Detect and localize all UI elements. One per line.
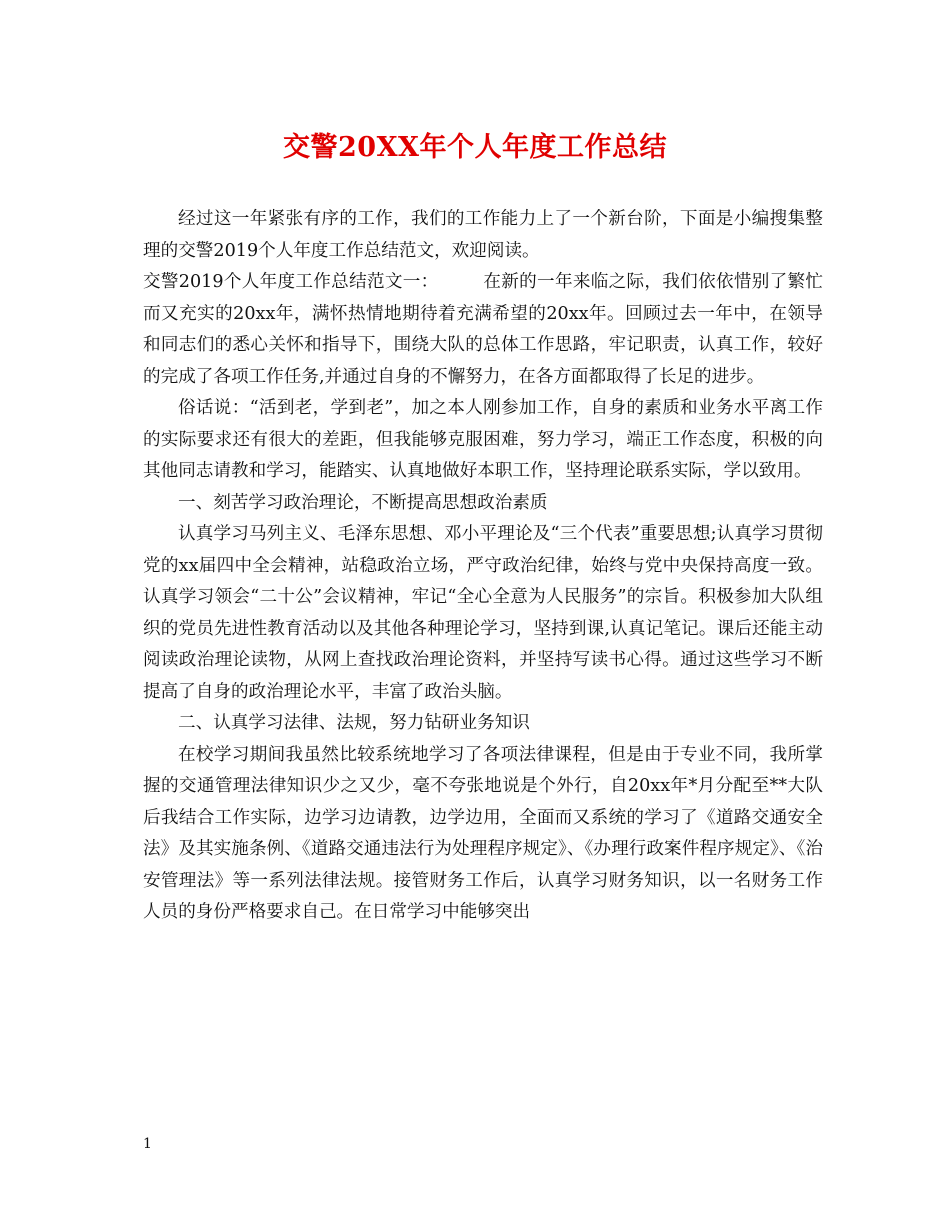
- document-title: 交警20XX年个人年度工作总结: [283, 132, 667, 163]
- politics-paragraph: 认真学习马列主义、毛泽东思想、邓小平理论及“三个代表”重要思想;认真学习贯彻党的xx届四中全会精神，站稳政治立场，严守政治纪律，始终与党中央保持高度一致。认真学习领会“二十公”会议精神，牢记“全心全意为人民服务”的宗旨。积极参加大队组织的党员先进性教育活动以及其他各种理论学习，坚持到课,认真记笔记。课后还能主动阅读政治理论读物，从网上查找政治理论资料，并坚持写读书心得。通过这些学习不断提高了自身的政治理论水平，丰富了政治头脑。: [143, 524, 823, 702]
- intro-paragraph: 经过这一年紧张有序的工作，我们的工作能力上了一个新台阶，下面是小编搜集整理的交警2019个人年度工作总结范文，欢迎阅读。: [143, 209, 823, 261]
- section-heading-1: 一、刻苦学习政治理论，不断提高思想政治素质: [178, 492, 548, 513]
- law-study-paragraph: 在校学习期间我虽然比较系统地学习了各项法律课程，但是由于专业不同，我所掌握的交通管理法律知识少之又少，毫不夸张地说是个外行，自20xx年*月分配至**大队后我结合工作实际，边学习边请教，边学边用，全面而又系统的学习了《道路交通安全法》及其实施条例、《道路交通违法行为处理程序规定》、《办理行政案件程序规定》、《治安管理法》等一系列法律法规。接管财务工作后，认真学习财务知识，以一名财务工作人员的身份严格要求自己。在日常学习中能够突出: [143, 744, 823, 922]
- page-number: 1: [143, 1136, 152, 1152]
- section-heading-2: 二、认真学习法律、法规，努力钻研业务知识: [178, 713, 530, 733]
- proverb-paragraph: 俗话说：“活到老，学到老”，加之本人刚参加工作，自身的素质和业务水平离工作的实际要求还有很大的差距，但我能够克服困难，努力学习，端正工作态度，积极的向其他同志请教和学习，能踏实、认真地做好本职工作，坚持理论联系实际，学以致用。: [143, 398, 823, 481]
- document-body: [143, 204, 823, 929]
- sample-one-paragraph: 交警2019个人年度工作总结范文一： 在新的一年来临之际，我们依依惜别了繁忙而又充实的20xx年，满怀热情地期待着充满希望的20xx年。回顾过去一年中，在领导和同志们的悉心关怀和指导下，围绕大队的总体工作思路，牢记职责，认真工作，较好的完成了各项工作任务,并通过自身的不懈努力，在各方面都取得了长足的进步。: [143, 272, 823, 387]
